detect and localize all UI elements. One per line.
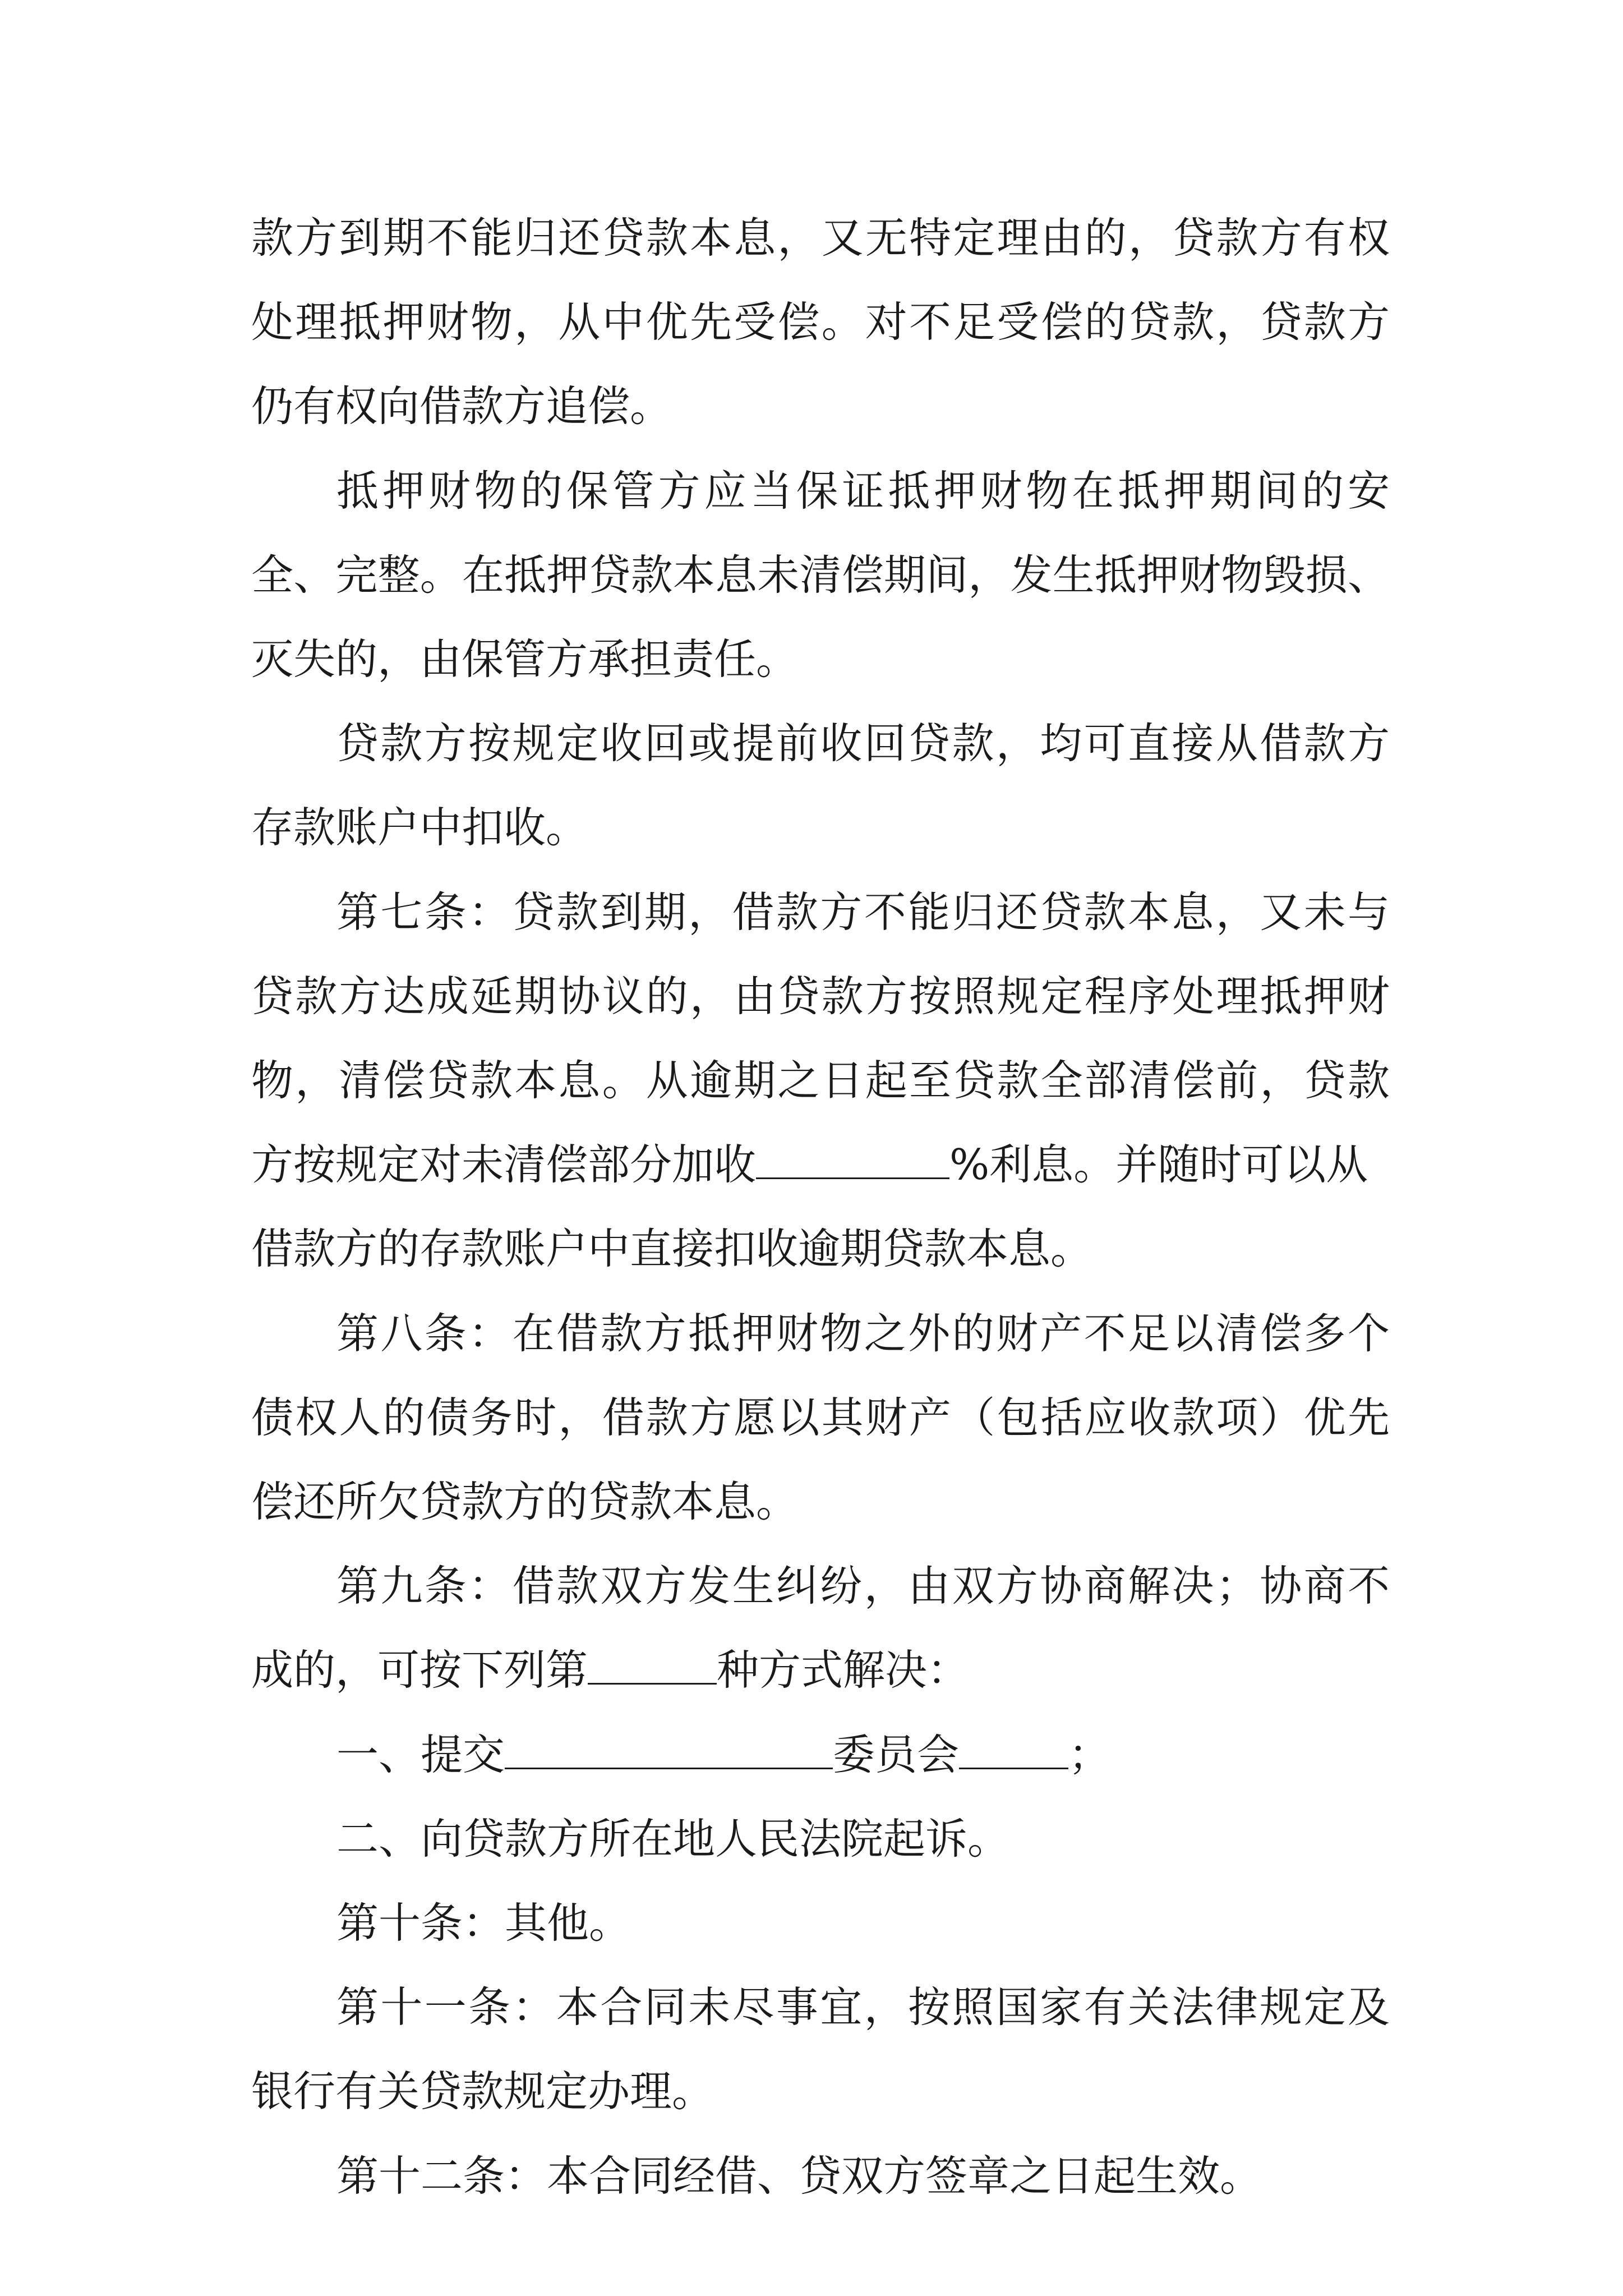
text-line: 第七条：贷款到期，借款方不能归还贷款本息，又未与 <box>336 887 1390 937</box>
fill-in-blank[interactable] <box>588 1644 717 1685</box>
text-line: 仍有权向借款方追偿。 <box>251 381 672 431</box>
text-line: 第十二条：本合同经借、贷双方签章之日起生效。 <box>336 2151 1262 2201</box>
text-line: 抵押财物的保管方应当保证抵押财物在抵押期间的安 <box>336 466 1390 516</box>
text-line-with-blank <box>251 1642 1390 1698</box>
text-line: 灭失的，由保管方承担责任。 <box>251 634 799 684</box>
text-line: 全、完整。在抵押贷款本息未清偿期间，发生抵押财物毁损、 <box>251 550 1390 600</box>
text-line: 第九条：借款双方发生纠纷，由双方协商解决；协商不 <box>336 1561 1390 1611</box>
text-line: 第十一条：本合同未尽事宜，按照国家有关法律规定及 <box>336 1982 1390 2032</box>
text-line: 二、向贷款方所在地人民法院起诉。 <box>336 1814 1010 1864</box>
text-line: 存款账户中扣收。 <box>251 803 588 852</box>
text-segment: ； <box>1068 1730 1111 1779</box>
text-segment: 一、提交 <box>336 1730 505 1779</box>
text-line: 贷款方按规定收回或提前收回贷款，均可直接从借款方 <box>336 719 1390 768</box>
text-line: 债权人的债务时，借款方愿以其财产（包括应收款项）优先 <box>251 1393 1390 1442</box>
text-segment: 成的，可按下列第 <box>251 1645 588 1695</box>
text-line-with-blank <box>336 1727 1390 1783</box>
text-segment: 委员会 <box>833 1730 960 1779</box>
text-segment: 种方式解决： <box>717 1645 970 1695</box>
text-line: 第八条：在借款方抵押财物之外的财产不足以清偿多个 <box>336 1309 1390 1358</box>
text-segment: 方按规定对未清偿部分加收 <box>251 1140 757 1189</box>
text-line: 第十条：其他。 <box>336 1898 631 1948</box>
fill-in-blank[interactable] <box>959 1728 1068 1769</box>
text-line-with-blank <box>251 1137 1390 1193</box>
text-segment: %利息。并随时可以从 <box>949 1140 1368 1189</box>
text-line: 物，清偿贷款本息。从逾期之日起至贷款全部清偿前，贷款 <box>251 1056 1390 1105</box>
text-line: 银行有关贷款规定办理。 <box>251 2067 714 2116</box>
fill-in-blank[interactable] <box>756 1138 949 1179</box>
text-line: 处理抵押财物，从中优先受偿。对不足受偿的贷款，贷款方 <box>251 297 1390 347</box>
text-line: 款方到期不能归还贷款本息，又无特定理由的，贷款方有权 <box>251 213 1390 263</box>
text-line: 贷款方达成延期协议的，由贷款方按照规定程序处理抵押财 <box>251 972 1390 1021</box>
text-line: 偿还所欠贷款方的贷款本息。 <box>251 1477 799 1526</box>
text-line: 借款方的存款账户中直接扣收逾期贷款本息。 <box>251 1224 1093 1273</box>
fill-in-blank[interactable] <box>505 1728 833 1769</box>
